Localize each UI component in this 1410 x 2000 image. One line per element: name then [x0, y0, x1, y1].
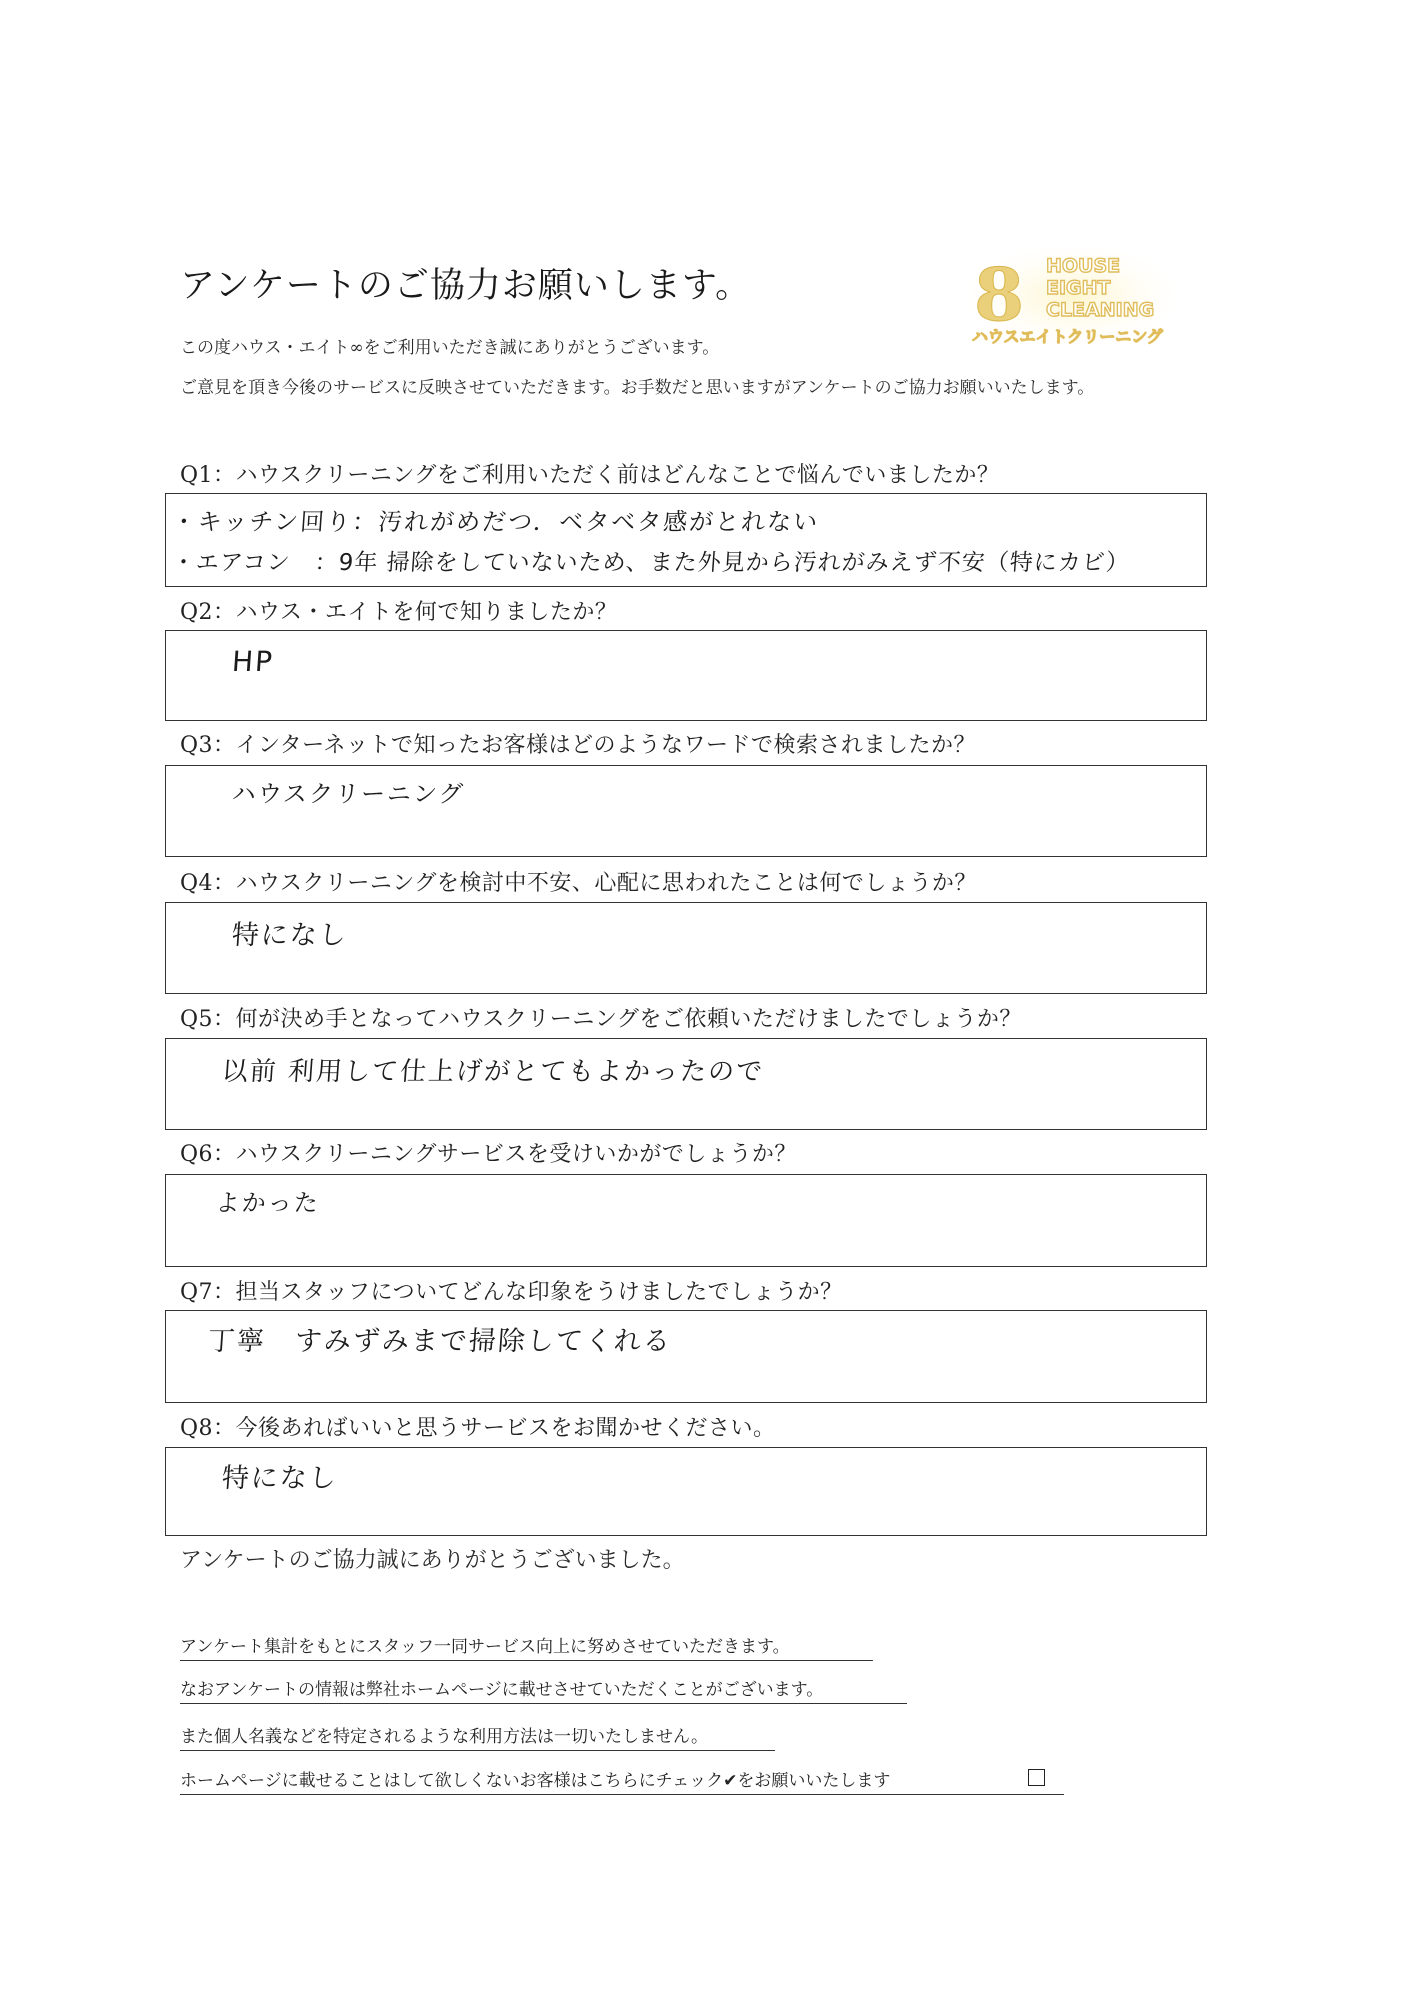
footer-note-2: なおアンケートの情報は弊社ホームページに載せさせていただくことがございます。 [180, 1675, 907, 1704]
question-7-label: Q7：担当スタッフについてどんな印象をうけましたでしょうか？ [180, 1280, 843, 1305]
question-7-answer: 丁寧 すみずみまで掃除してくれる [206, 1326, 673, 1357]
question-1-label: Q1：ハウスクリーニングをご利用いただく前はどんなことで悩んでいましたか？ [180, 463, 1000, 488]
question-1-answer-box[interactable] [165, 493, 1207, 587]
publish-opt-out-checkbox[interactable] [1028, 1769, 1045, 1786]
question-3-answer-box[interactable] [165, 765, 1207, 857]
question-4-answer: 特になし [230, 920, 349, 951]
intro-text-1: この度ハウス・エイト∞をご利用いただき誠にありがとうございます。 [180, 338, 720, 358]
question-8-answer: 特になし [220, 1463, 339, 1494]
question-4-answer-box[interactable] [165, 902, 1207, 994]
question-2-label: Q2：ハウス・エイトを何で知りましたか？ [180, 600, 618, 625]
footer-note-4: ホームページに載せることはして欲しくないお客様はこちらにチェック✔をお願いいたします [180, 1766, 1064, 1795]
question-2-answer: HP [230, 645, 276, 678]
logo-emblem: 8 [974, 252, 1025, 337]
question-6-label: Q6：ハウスクリーニングサービスを受けいかがでしょうか？ [180, 1142, 797, 1167]
question-5-answer-box[interactable] [165, 1038, 1207, 1130]
question-3-label: Q3：インターネットで知ったお客様はどのようなワードで検索されましたか？ [180, 733, 977, 758]
footer-note-3: また個人名義などを特定されるような利用方法は一切いたしません。 [180, 1722, 775, 1751]
question-3-answer: ハウスクリーニング [230, 780, 466, 808]
question-5-label: Q5：何が決め手となってハウスクリーニングをご依頼いただけましたでしょうか？ [180, 1007, 1022, 1032]
question-8-answer-box[interactable] [165, 1447, 1207, 1536]
question-6-answer-box[interactable] [165, 1174, 1207, 1267]
question-5-answer: 以前 利用して仕上げがとてもよかったので [220, 1057, 766, 1087]
logo-kana: ハウスエイトクリーニング [972, 327, 1163, 346]
logo-line-3: CLEANING [1046, 299, 1155, 321]
intro-text-2: ご意見を頂き今後のサービスに反映させていただきます。お手数だと思いますがアンケートのご協力お願いいたします。 [180, 378, 1095, 398]
question-1-answer-line-2: ・エアコン ：9年 掃除をしていないため、また外見から汚れがみえず不安（特にカビ） [170, 550, 1131, 576]
question-8-label: Q8：今後あればいいと思うサービスをお聞かせください。 [180, 1416, 776, 1441]
footer-note-1: アンケート集計をもとにスタッフ一同サービス向上に努めさせていただきます。 [180, 1632, 873, 1661]
question-2-answer-box[interactable] [165, 630, 1207, 721]
question-7-answer-box[interactable] [165, 1310, 1207, 1403]
logo-line-2: EIGHT [1046, 277, 1111, 299]
question-4-label: Q4：ハウスクリーニングを検討中不安、心配に思われたことは何でしょうか？ [180, 871, 977, 896]
house-eight-cleaning-logo [968, 248, 1178, 348]
question-6-answer: よかった [214, 1189, 321, 1217]
question-1-answer-line-1: ・キッチン回り：汚れがめだつ．ベタベタ感がとれない [170, 508, 821, 536]
logo-line-1: HOUSE [1046, 255, 1121, 277]
page-title: アンケートのご協力お願いします。 [180, 266, 752, 306]
thank-you-message: アンケートのご協力誠にありがとうございました。 [180, 1548, 685, 1573]
